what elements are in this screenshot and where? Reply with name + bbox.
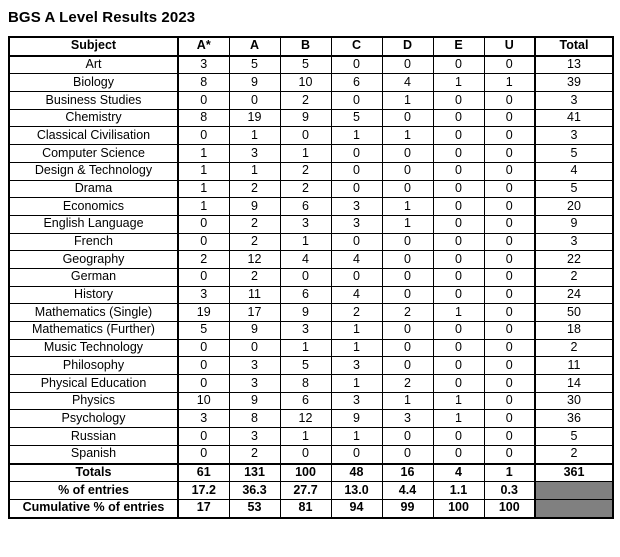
footer-value-cell: 81 bbox=[280, 499, 331, 517]
table-row bbox=[9, 56, 613, 74]
value-cell: 3 bbox=[331, 357, 382, 375]
value-cell: 0 bbox=[433, 286, 484, 304]
value-cell: 3 bbox=[229, 428, 280, 446]
subject-cell: English Language bbox=[9, 215, 178, 233]
value-cell: 1 bbox=[178, 162, 229, 180]
column-header-c: C bbox=[331, 37, 382, 56]
value-cell: 0 bbox=[382, 268, 433, 286]
value-cell: 0 bbox=[484, 268, 535, 286]
footer-value-cell: 27.7 bbox=[280, 482, 331, 500]
value-cell: 1 bbox=[433, 74, 484, 92]
value-cell: 0 bbox=[382, 56, 433, 74]
value-cell: 9 bbox=[229, 392, 280, 410]
subject-cell: German bbox=[9, 268, 178, 286]
value-cell: 0 bbox=[280, 127, 331, 145]
value-cell: 1 bbox=[331, 127, 382, 145]
footer-value-cell: 94 bbox=[331, 499, 382, 517]
value-cell: 41 bbox=[535, 109, 613, 127]
footer-label-cell: Totals bbox=[9, 464, 178, 482]
value-cell: 4 bbox=[382, 74, 433, 92]
value-cell: 0 bbox=[433, 428, 484, 446]
footer-value-cell: 4.4 bbox=[382, 482, 433, 500]
value-cell: 0 bbox=[178, 92, 229, 110]
value-cell: 0 bbox=[382, 233, 433, 251]
value-cell: 0 bbox=[484, 198, 535, 216]
footer-value-cell: 4 bbox=[433, 464, 484, 482]
value-cell: 4 bbox=[331, 286, 382, 304]
subject-cell: Classical Civilisation bbox=[9, 127, 178, 145]
value-cell: 0 bbox=[433, 339, 484, 357]
value-cell: 0 bbox=[229, 92, 280, 110]
subject-cell: Physical Education bbox=[9, 375, 178, 393]
column-header-total: Total bbox=[535, 37, 613, 56]
value-cell: 0 bbox=[280, 268, 331, 286]
value-cell: 5 bbox=[331, 109, 382, 127]
value-cell: 3 bbox=[331, 198, 382, 216]
column-header-subject: Subject bbox=[9, 37, 178, 56]
header-row bbox=[9, 37, 613, 56]
value-cell: 0 bbox=[484, 215, 535, 233]
value-cell: 1 bbox=[178, 145, 229, 163]
subject-cell: Economics bbox=[9, 198, 178, 216]
table-row bbox=[9, 268, 613, 286]
footer-value-cell: 48 bbox=[331, 464, 382, 482]
value-cell: 11 bbox=[535, 357, 613, 375]
footer-label-cell: % of entries bbox=[9, 482, 178, 500]
value-cell: 0 bbox=[331, 56, 382, 74]
footer-value-cell: 100 bbox=[280, 464, 331, 482]
column-header-u: U bbox=[484, 37, 535, 56]
footer-row-cumulative-of-entries bbox=[9, 499, 613, 517]
value-cell: 0 bbox=[433, 268, 484, 286]
value-cell: 3 bbox=[229, 357, 280, 375]
value-cell: 0 bbox=[331, 92, 382, 110]
footer-row-of-entries bbox=[9, 482, 613, 500]
value-cell: 0 bbox=[433, 56, 484, 74]
table-row bbox=[9, 445, 613, 463]
value-cell: 1 bbox=[331, 339, 382, 357]
value-cell: 1 bbox=[433, 304, 484, 322]
value-cell: 0 bbox=[178, 357, 229, 375]
table-row bbox=[9, 180, 613, 198]
footer-value-cell: 61 bbox=[178, 464, 229, 482]
value-cell: 11 bbox=[229, 286, 280, 304]
subject-cell: Business Studies bbox=[9, 92, 178, 110]
value-cell: 2 bbox=[229, 233, 280, 251]
subject-cell: Philosophy bbox=[9, 357, 178, 375]
value-cell: 0 bbox=[433, 180, 484, 198]
subject-cell: Biology bbox=[9, 74, 178, 92]
table-row bbox=[9, 251, 613, 269]
results-table bbox=[8, 36, 614, 519]
value-cell: 0 bbox=[433, 322, 484, 340]
value-cell: 2 bbox=[229, 445, 280, 463]
value-cell: 5 bbox=[535, 145, 613, 163]
subject-cell: Chemistry bbox=[9, 109, 178, 127]
value-cell: 9 bbox=[280, 109, 331, 127]
footer-value-cell: 0.3 bbox=[484, 482, 535, 500]
value-cell: 0 bbox=[484, 286, 535, 304]
value-cell: 0 bbox=[331, 180, 382, 198]
value-cell: 0 bbox=[433, 92, 484, 110]
subject-cell: Russian bbox=[9, 428, 178, 446]
value-cell: 0 bbox=[484, 304, 535, 322]
value-cell: 2 bbox=[280, 180, 331, 198]
value-cell: 0 bbox=[178, 233, 229, 251]
value-cell: 0 bbox=[433, 233, 484, 251]
value-cell: 5 bbox=[178, 322, 229, 340]
value-cell: 0 bbox=[178, 428, 229, 446]
table-row bbox=[9, 233, 613, 251]
table-row bbox=[9, 162, 613, 180]
value-cell: 9 bbox=[229, 322, 280, 340]
value-cell: 0 bbox=[433, 251, 484, 269]
value-cell: 3 bbox=[382, 410, 433, 428]
subject-cell: Mathematics (Single) bbox=[9, 304, 178, 322]
value-cell: 2 bbox=[535, 268, 613, 286]
footer-value-cell: 16 bbox=[382, 464, 433, 482]
value-cell: 22 bbox=[535, 251, 613, 269]
table-row bbox=[9, 74, 613, 92]
value-cell: 0 bbox=[382, 145, 433, 163]
value-cell: 0 bbox=[280, 445, 331, 463]
subject-cell: History bbox=[9, 286, 178, 304]
value-cell: 30 bbox=[535, 392, 613, 410]
subject-cell: Physics bbox=[9, 392, 178, 410]
value-cell: 5 bbox=[280, 56, 331, 74]
value-cell: 24 bbox=[535, 286, 613, 304]
value-cell: 0 bbox=[433, 127, 484, 145]
value-cell: 0 bbox=[484, 127, 535, 145]
value-cell: 13 bbox=[535, 56, 613, 74]
value-cell: 6 bbox=[280, 286, 331, 304]
value-cell: 0 bbox=[484, 145, 535, 163]
value-cell: 0 bbox=[382, 286, 433, 304]
value-cell: 0 bbox=[433, 357, 484, 375]
subject-cell: Computer Science bbox=[9, 145, 178, 163]
value-cell: 0 bbox=[484, 339, 535, 357]
value-cell: 0 bbox=[484, 357, 535, 375]
value-cell: 0 bbox=[331, 445, 382, 463]
subject-cell: Music Technology bbox=[9, 339, 178, 357]
value-cell: 1 bbox=[382, 392, 433, 410]
table-row bbox=[9, 428, 613, 446]
value-cell: 0 bbox=[178, 445, 229, 463]
value-cell: 0 bbox=[484, 251, 535, 269]
footer-value-cell: 1.1 bbox=[433, 482, 484, 500]
table-row bbox=[9, 357, 613, 375]
value-cell: 3 bbox=[331, 392, 382, 410]
value-cell: 2 bbox=[280, 92, 331, 110]
footer-value-cell: 17.2 bbox=[178, 482, 229, 500]
value-cell: 0 bbox=[331, 162, 382, 180]
value-cell: 9 bbox=[280, 304, 331, 322]
value-cell: 1 bbox=[280, 233, 331, 251]
column-header-a: A* bbox=[178, 37, 229, 56]
table-row bbox=[9, 92, 613, 110]
value-cell: 1 bbox=[229, 127, 280, 145]
page-title: BGS A Level Results 2023 bbox=[8, 9, 196, 26]
value-cell: 1 bbox=[382, 92, 433, 110]
footer-value-cell: 99 bbox=[382, 499, 433, 517]
value-cell: 0 bbox=[433, 109, 484, 127]
value-cell: 1 bbox=[280, 339, 331, 357]
value-cell: 3 bbox=[178, 56, 229, 74]
value-cell: 1 bbox=[382, 215, 433, 233]
table-footer bbox=[9, 464, 613, 518]
value-cell: 3 bbox=[229, 375, 280, 393]
value-cell: 0 bbox=[484, 445, 535, 463]
value-cell: 8 bbox=[280, 375, 331, 393]
value-cell: 0 bbox=[433, 375, 484, 393]
value-cell: 0 bbox=[484, 392, 535, 410]
value-cell: 8 bbox=[178, 109, 229, 127]
value-cell: 1 bbox=[178, 198, 229, 216]
value-cell: 0 bbox=[382, 339, 433, 357]
value-cell: 3 bbox=[535, 92, 613, 110]
value-cell: 36 bbox=[535, 410, 613, 428]
value-cell: 0 bbox=[484, 410, 535, 428]
subject-cell: Spanish bbox=[9, 445, 178, 463]
subject-cell: Art bbox=[9, 56, 178, 74]
footer-value-cell: 361 bbox=[535, 464, 613, 482]
value-cell: 2 bbox=[280, 162, 331, 180]
table-row bbox=[9, 375, 613, 393]
column-header-e: E bbox=[433, 37, 484, 56]
subject-cell: Geography bbox=[9, 251, 178, 269]
value-cell: 0 bbox=[382, 428, 433, 446]
value-cell: 0 bbox=[484, 92, 535, 110]
value-cell: 50 bbox=[535, 304, 613, 322]
value-cell: 0 bbox=[433, 198, 484, 216]
value-cell: 20 bbox=[535, 198, 613, 216]
value-cell: 0 bbox=[484, 56, 535, 74]
value-cell: 1 bbox=[178, 180, 229, 198]
value-cell: 1 bbox=[331, 375, 382, 393]
gray-filler-cell bbox=[535, 499, 613, 517]
value-cell: 2 bbox=[382, 304, 433, 322]
value-cell: 8 bbox=[178, 74, 229, 92]
value-cell: 1 bbox=[331, 322, 382, 340]
value-cell: 2 bbox=[382, 375, 433, 393]
value-cell: 0 bbox=[484, 233, 535, 251]
value-cell: 0 bbox=[433, 145, 484, 163]
value-cell: 0 bbox=[484, 322, 535, 340]
value-cell: 4 bbox=[535, 162, 613, 180]
value-cell: 1 bbox=[280, 428, 331, 446]
value-cell: 2 bbox=[229, 268, 280, 286]
table-row bbox=[9, 145, 613, 163]
value-cell: 0 bbox=[484, 162, 535, 180]
value-cell: 5 bbox=[280, 357, 331, 375]
value-cell: 1 bbox=[382, 198, 433, 216]
value-cell: 1 bbox=[433, 410, 484, 428]
value-cell: 5 bbox=[535, 180, 613, 198]
footer-value-cell: 100 bbox=[433, 499, 484, 517]
value-cell: 0 bbox=[382, 162, 433, 180]
table-header bbox=[9, 37, 613, 56]
footer-value-cell: 53 bbox=[229, 499, 280, 517]
table-row bbox=[9, 339, 613, 357]
value-cell: 1 bbox=[229, 162, 280, 180]
footer-label-cell: Cumulative % of entries bbox=[9, 499, 178, 517]
column-header-d: D bbox=[382, 37, 433, 56]
table-row bbox=[9, 198, 613, 216]
value-cell: 1 bbox=[484, 74, 535, 92]
value-cell: 3 bbox=[535, 233, 613, 251]
table-row bbox=[9, 392, 613, 410]
value-cell: 39 bbox=[535, 74, 613, 92]
table-row bbox=[9, 215, 613, 233]
value-cell: 2 bbox=[535, 445, 613, 463]
table-row bbox=[9, 127, 613, 145]
column-header-b: B bbox=[280, 37, 331, 56]
table-row bbox=[9, 109, 613, 127]
value-cell: 0 bbox=[178, 339, 229, 357]
value-cell: 3 bbox=[178, 410, 229, 428]
value-cell: 18 bbox=[535, 322, 613, 340]
value-cell: 8 bbox=[229, 410, 280, 428]
subject-cell: Design & Technology bbox=[9, 162, 178, 180]
value-cell: 3 bbox=[229, 145, 280, 163]
value-cell: 1 bbox=[433, 392, 484, 410]
value-cell: 0 bbox=[484, 428, 535, 446]
table-row bbox=[9, 410, 613, 428]
value-cell: 0 bbox=[382, 357, 433, 375]
value-cell: 0 bbox=[178, 215, 229, 233]
value-cell: 14 bbox=[535, 375, 613, 393]
value-cell: 2 bbox=[331, 304, 382, 322]
value-cell: 0 bbox=[331, 145, 382, 163]
value-cell: 5 bbox=[535, 428, 613, 446]
value-cell: 4 bbox=[280, 251, 331, 269]
column-header-a: A bbox=[229, 37, 280, 56]
value-cell: 9 bbox=[229, 198, 280, 216]
value-cell: 10 bbox=[280, 74, 331, 92]
value-cell: 0 bbox=[433, 445, 484, 463]
value-cell: 0 bbox=[178, 375, 229, 393]
value-cell: 9 bbox=[331, 410, 382, 428]
footer-value-cell: 13.0 bbox=[331, 482, 382, 500]
value-cell: 0 bbox=[331, 233, 382, 251]
value-cell: 3 bbox=[331, 215, 382, 233]
value-cell: 0 bbox=[178, 127, 229, 145]
value-cell: 3 bbox=[535, 127, 613, 145]
table-row bbox=[9, 304, 613, 322]
value-cell: 0 bbox=[229, 339, 280, 357]
value-cell: 3 bbox=[280, 322, 331, 340]
footer-value-cell: 131 bbox=[229, 464, 280, 482]
footer-value-cell: 100 bbox=[484, 499, 535, 517]
value-cell: 4 bbox=[331, 251, 382, 269]
value-cell: 0 bbox=[484, 109, 535, 127]
value-cell: 0 bbox=[331, 268, 382, 286]
value-cell: 9 bbox=[535, 215, 613, 233]
value-cell: 3 bbox=[280, 215, 331, 233]
gray-filler-cell bbox=[535, 482, 613, 500]
value-cell: 5 bbox=[229, 56, 280, 74]
value-cell: 1 bbox=[280, 145, 331, 163]
value-cell: 19 bbox=[229, 109, 280, 127]
value-cell: 12 bbox=[280, 410, 331, 428]
subject-cell: French bbox=[9, 233, 178, 251]
value-cell: 0 bbox=[178, 268, 229, 286]
value-cell: 0 bbox=[484, 375, 535, 393]
value-cell: 2 bbox=[229, 180, 280, 198]
footer-value-cell: 36.3 bbox=[229, 482, 280, 500]
value-cell: 6 bbox=[280, 392, 331, 410]
value-cell: 6 bbox=[331, 74, 382, 92]
value-cell: 2 bbox=[535, 339, 613, 357]
table-row bbox=[9, 322, 613, 340]
value-cell: 12 bbox=[229, 251, 280, 269]
value-cell: 1 bbox=[382, 127, 433, 145]
value-cell: 0 bbox=[382, 445, 433, 463]
footer-value-cell: 17 bbox=[178, 499, 229, 517]
footer-row-totals bbox=[9, 464, 613, 482]
value-cell: 9 bbox=[229, 74, 280, 92]
value-cell: 0 bbox=[382, 109, 433, 127]
value-cell: 10 bbox=[178, 392, 229, 410]
subject-cell: Mathematics (Further) bbox=[9, 322, 178, 340]
value-cell: 6 bbox=[280, 198, 331, 216]
value-cell: 0 bbox=[433, 215, 484, 233]
table-body bbox=[9, 56, 613, 464]
value-cell: 0 bbox=[484, 180, 535, 198]
value-cell: 2 bbox=[178, 251, 229, 269]
table-row bbox=[9, 286, 613, 304]
value-cell: 17 bbox=[229, 304, 280, 322]
value-cell: 0 bbox=[382, 180, 433, 198]
value-cell: 0 bbox=[382, 322, 433, 340]
subject-cell: Psychology bbox=[9, 410, 178, 428]
subject-cell: Drama bbox=[9, 180, 178, 198]
value-cell: 3 bbox=[178, 286, 229, 304]
value-cell: 1 bbox=[331, 428, 382, 446]
value-cell: 2 bbox=[229, 215, 280, 233]
value-cell: 19 bbox=[178, 304, 229, 322]
value-cell: 0 bbox=[433, 162, 484, 180]
value-cell: 0 bbox=[382, 251, 433, 269]
footer-value-cell: 1 bbox=[484, 464, 535, 482]
